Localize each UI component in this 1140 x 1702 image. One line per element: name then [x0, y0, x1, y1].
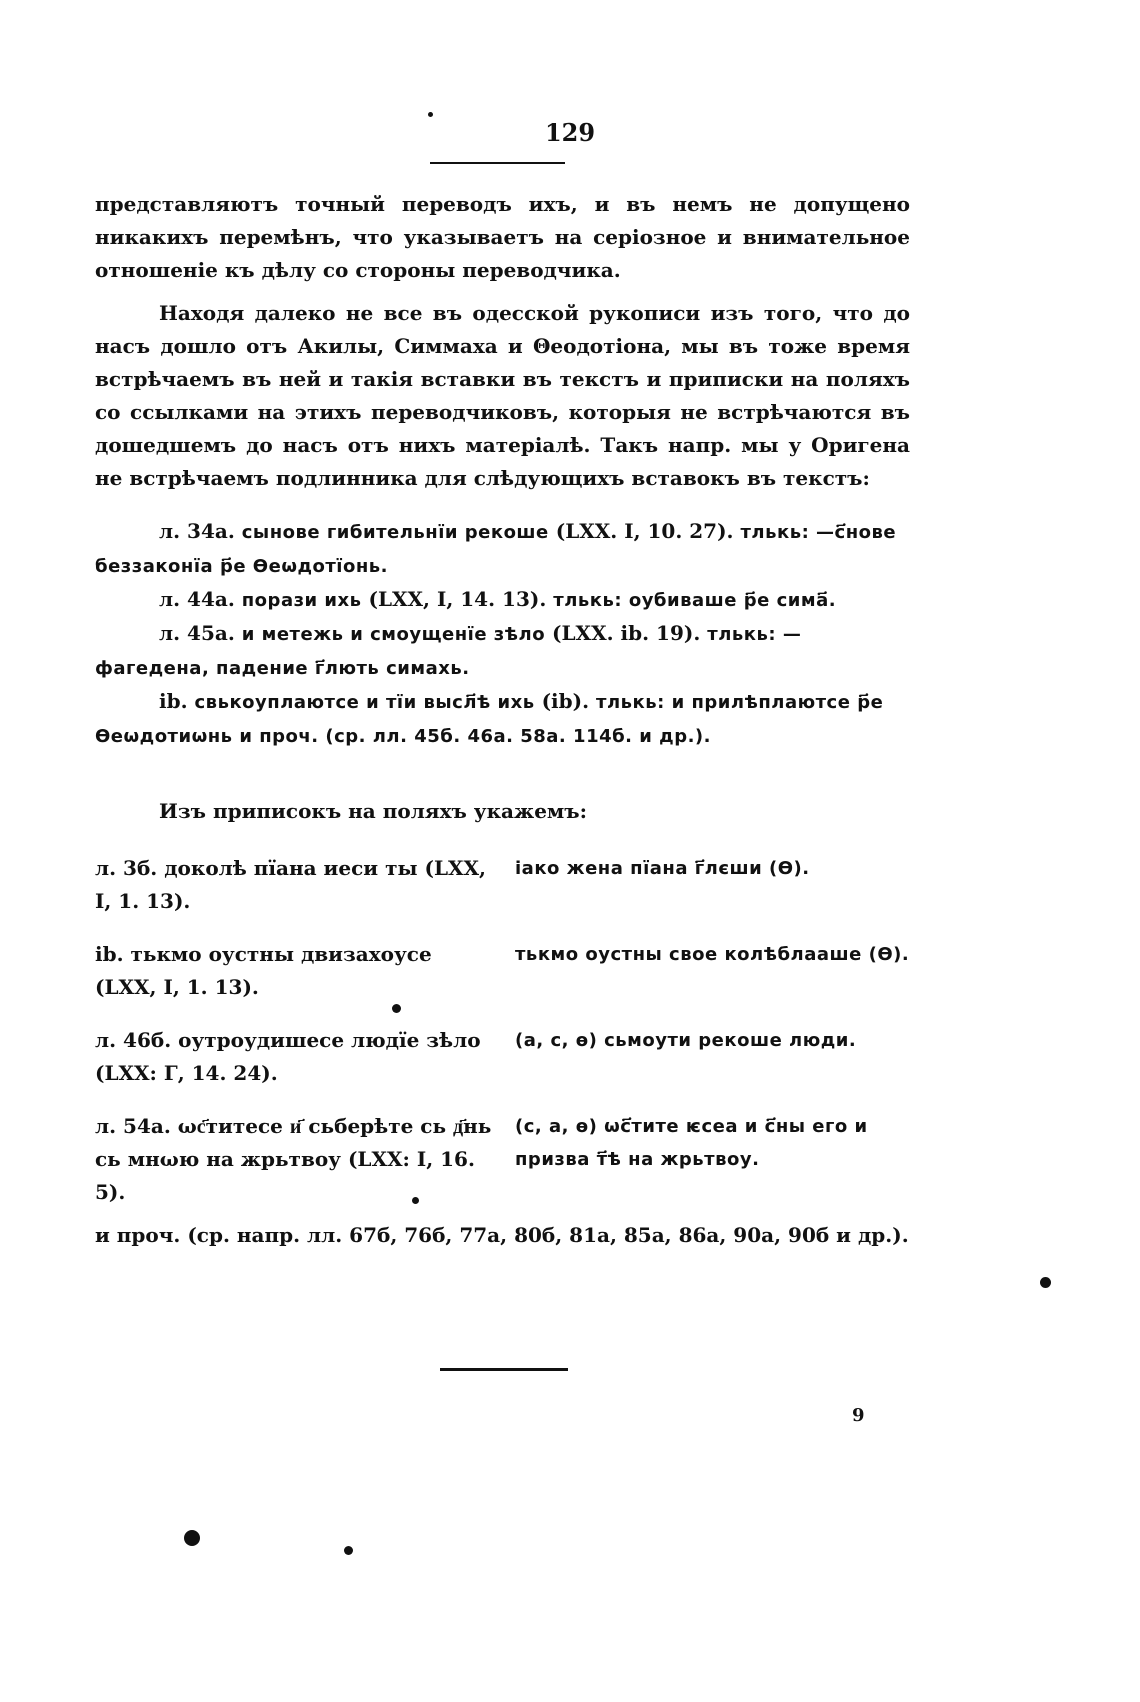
insertion-item — [95, 617, 910, 685]
page-body — [95, 188, 910, 1252]
ink-speck — [1040, 1277, 1051, 1288]
ink-speck — [412, 1197, 419, 1204]
annotation-source-text: л. 3б. доколѣ пїана иеси ты (LXX, I, 1. 13). — [95, 856, 487, 913]
annotation-source — [95, 852, 495, 918]
insertion-ref: л. 45а. — [159, 621, 235, 645]
annotation-source — [95, 1024, 495, 1090]
annotation-source — [95, 938, 495, 1004]
insertion-cite: (ib). — [541, 689, 590, 713]
annotation-list — [95, 852, 910, 1209]
ink-speck — [344, 1546, 353, 1555]
annotation-row — [95, 852, 910, 918]
closing-line: и проч. (ср. напр. лл. 67б, 76б, 77а, 80б, 81а, 85а, 86а, 90а, 90б и др.). — [95, 1223, 909, 1247]
annotation-row — [95, 1110, 910, 1209]
insertion-rest: тлькь: оубиваше р҃е сима҃. — [553, 590, 837, 611]
header-rule — [430, 162, 565, 164]
annotation-gloss: тькмо оустны свое колѣблааше (Ѳ). — [515, 944, 910, 965]
annotations-intro: Изъ приписокъ на поляхъ укажемъ: — [159, 799, 588, 823]
insertion-cite: (LXX. I, 10. 27). — [555, 519, 734, 543]
ink-speck — [392, 1004, 401, 1013]
ink-speck — [428, 112, 433, 117]
insertion-text: и метежь и смоущенїе зѣло — [241, 624, 546, 645]
insertion-rest: тлькь: —с҃нове беззаконїа р҃е Ѳеωдотїонь. — [95, 522, 897, 577]
annotation-gloss: (а, с, ѳ) сьмоути рекоше люди. — [515, 1030, 857, 1051]
insertion-item — [95, 685, 910, 753]
annotation-row — [95, 938, 910, 1004]
insertion-cite: (LXX, I, 14. 13). — [368, 587, 547, 611]
insertion-ref: ib. — [159, 689, 188, 713]
insertion-text: сынове гибительнїи рекоше — [241, 522, 549, 543]
insertion-item — [95, 583, 910, 617]
paragraph-continuation: представляютъ точный переводъ ихъ, и въ немъ не допущено никакихъ перемѣнъ, что указываетъ на серіозное и внимательное отношеніе къ дѣлу со стороны переводчика. — [95, 192, 910, 282]
insertion-cite: (LXX. ib. 19). — [552, 621, 701, 645]
insertion-item — [95, 515, 910, 583]
insertion-ref: л. 44а. — [159, 587, 235, 611]
annotation-source-text: л. 54а. ωс҃титесе и҃ сьберѣте сь д҃нь сь мнωю на жрьтвоу (LXX: I, 16. 5). — [95, 1114, 492, 1204]
signature-mark: 9 — [852, 1405, 865, 1426]
annotation-gloss: іако жена пїана г҃лєши (Ѳ). — [515, 858, 810, 879]
annotation-gloss: (с, а, ѳ) ωс҃тите ѥсеа и с҃ны его и призва т҃ѣ на жрьтвоу. — [515, 1116, 868, 1170]
ink-speck — [184, 1530, 200, 1546]
insertion-text: свькоуплаютсе и тїи высл҃ѣ ихь — [194, 692, 535, 713]
insertion-ref: л. 34а. — [159, 519, 235, 543]
annotation-source-text: л. 46б. оутроудишесе людїе зѣло (LXX: Г, 14. 24). — [95, 1028, 481, 1085]
paragraph-main: Находя далеко не все въ одесской рукописи изъ того, что до насъ дошло отъ Акилы, Симмаха и Θеодотіона, мы въ тоже время встрѣчаемъ въ ней и такія вставки въ текстъ и приписки на поляхъ со ссылками на этихъ переводчиковъ, которыя не встрѣчаются въ дошедшемъ до насъ отъ нихъ матеріалѣ. Такъ напр. мы у Оригена не встрѣчаемъ подлинника для слѣдующихъ вставокъ въ текстъ: — [95, 301, 910, 490]
insertion-rest: тлькь: —фагедена, падение г҃лють симахь. — [95, 624, 802, 679]
annotation-row — [95, 1024, 910, 1090]
insertion-text: порази ихь — [241, 590, 362, 611]
insertion-rest: тлькь: и прилѣплаютсе р҃е Ѳеωдотиωнь и проч. (ср. лл. 45б. 46а. 58а. 114б. и др.). — [95, 692, 884, 747]
annotation-source — [95, 1110, 495, 1209]
insertion-list — [95, 515, 910, 753]
annotation-source-text: ib. тькмо оустны двизахоусе (LXX, I, 1. 13). — [95, 942, 432, 999]
page-number: 129 — [544, 118, 596, 147]
footer-rule — [440, 1368, 568, 1371]
